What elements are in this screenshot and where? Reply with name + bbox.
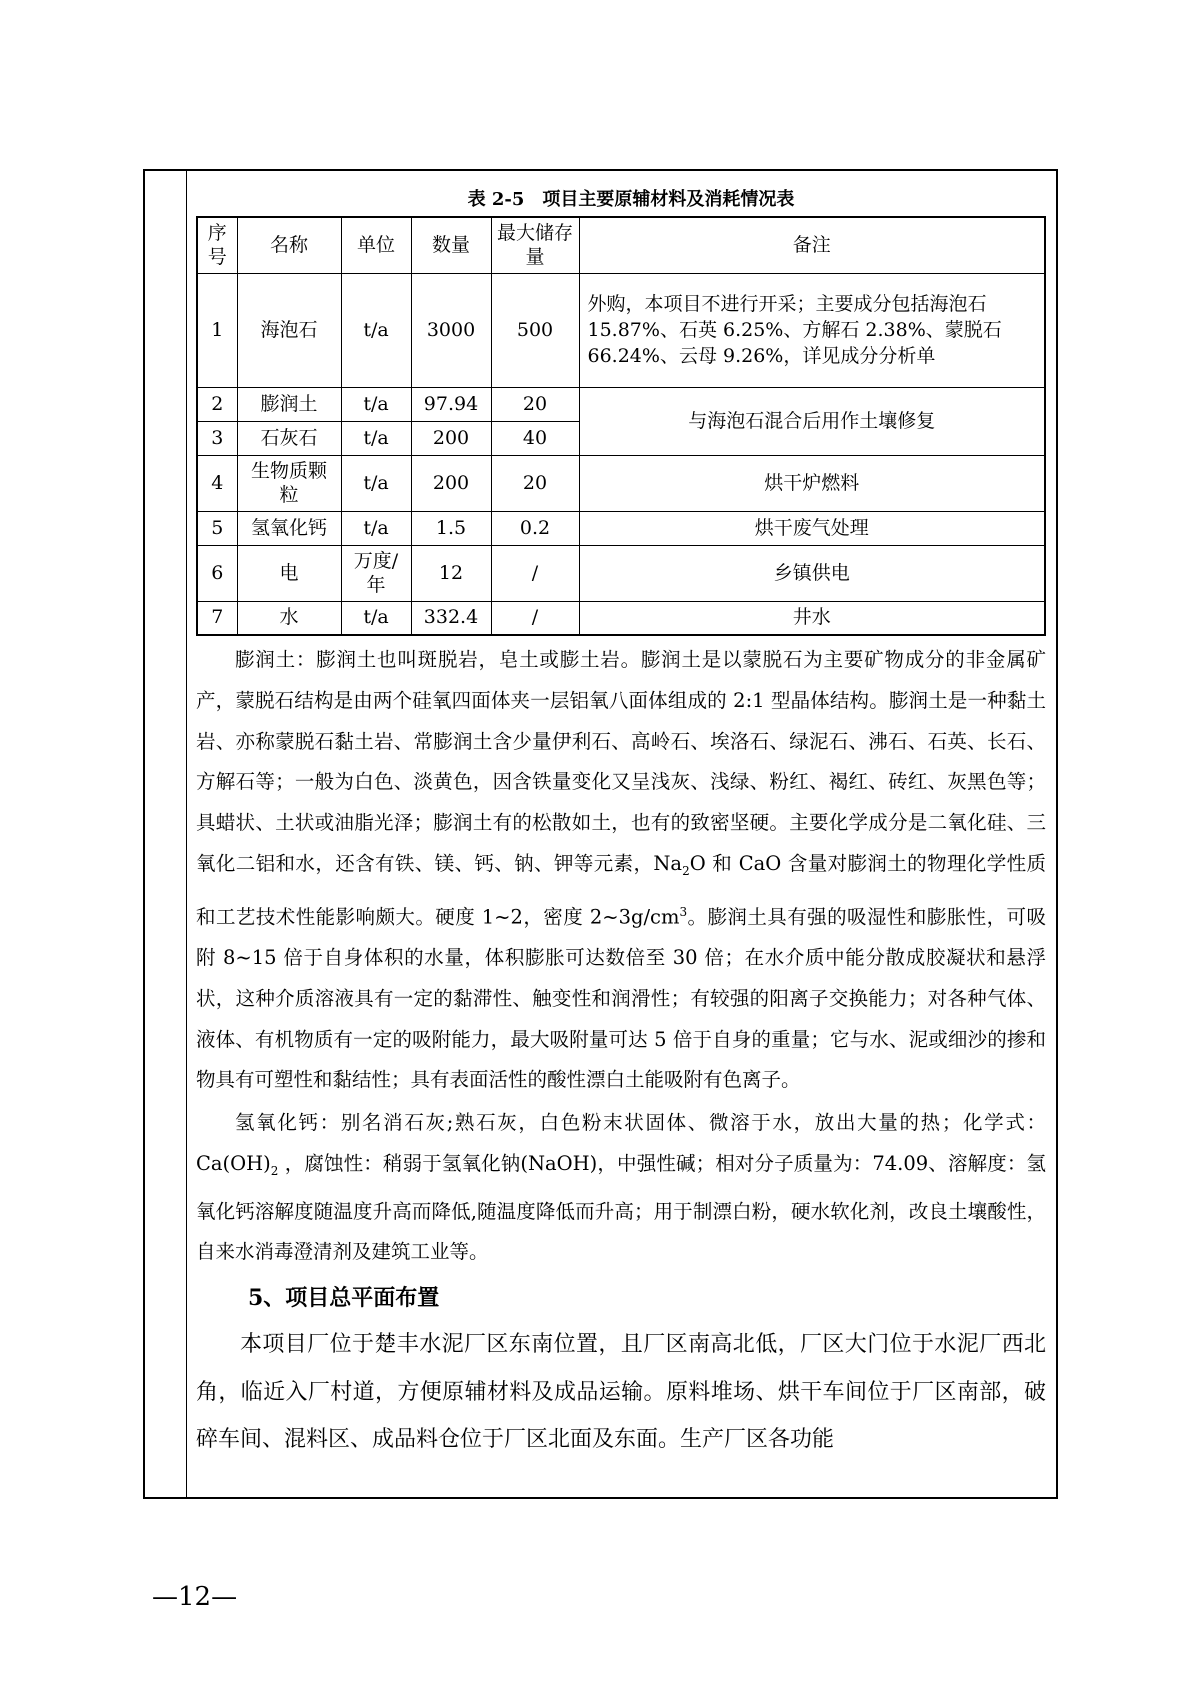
bentonite-paragraph: 膨润土：膨润土也叫斑脱岩，皂土或膨土岩。膨润土是以蒙脱石为主要矿物成分的非金属矿产，蒙脱石结构是由两个硅氧四面体夹一层铝氧八面体组成的 2:1 型晶体结构。膨润土是一种黏土岩、亦称蒙脱石黏土岩、常膨润土含少量伊利石、高岭石、埃洛石、绿泥石、沸石、石英、长石、方解石等；一般为白色、淡黄色，因含铁量变化又呈浅灰、浅绿、粉红、褐红、砖红、灰黑色等；具蜡状、土状或油脂光泽；膨润土有的松散如土，也有的致密坚硬。主要化学成分是二氧化硅、三氧化二铝和水，还含有铁、镁、钙、钠、钾等元素，$Na_2O$ 和 CaO 含量对膨润土的物理化学性质和工艺技术性能影响颇大。硬度 1~2，密度 $2\sim 3g/cm^3$。膨润土具有强的吸湿性和膨胀性，可吸附 8~15 倍于自身体积的水量，体积膨胀可达数倍至 30 倍；在水介质中能分散成胶凝状和悬浮状，这种介质溶液具有一定的黏滞性、触变性和润滑性；有较强的阳离子交换能力；对各种气体、液体、有机物质有一定的吸附能力，最大吸附量可达 5 倍于自身的重量；它与水、泥或细沙的掺和物具有可塑性和黏结性；具有表面活性的酸性漂白土能吸附有色离子。 — [196, 648, 1046, 1092]
header-note: 备注 — [579, 217, 1045, 273]
cell-qty: 3000 — [411, 273, 491, 387]
cell-name: 海泡石 — [237, 273, 341, 387]
cell-no: 7 — [197, 601, 237, 635]
cell-unit: t/a — [341, 421, 411, 455]
cell-note: 烘干废气处理 — [579, 511, 1045, 545]
table-header-row — [197, 217, 1045, 273]
table-row — [197, 455, 1045, 511]
page-content — [196, 186, 1046, 1464]
cell-qty: 200 — [411, 421, 491, 455]
cell-name: 水 — [237, 601, 341, 635]
calcium-hydroxide-paragraph: 氢氧化钙：别名消石灰;熟石灰，白色粉末状固体、微溶于水，放出大量的热；化学式：$Ca(OH)_2$ ，腐蚀性：稍弱于氢氧化钠(NaOH)，中强性碱；相对分子质量为：74.09、溶解度：氢氧化钙溶解度随温度升高而降低,随温度降低而升高；用于制漂白粉，硬水软化剂，改良土壤酸性，自来水消毒澄清剂及建筑工业等。 — [196, 1111, 1046, 1264]
cell-qty: 200 — [411, 455, 491, 511]
cell-note: 乡镇供电 — [579, 545, 1045, 601]
cell-no: 3 — [197, 421, 237, 455]
cell-no: 2 — [197, 387, 237, 421]
cell-no: 5 — [197, 511, 237, 545]
cell-no: 1 — [197, 273, 237, 387]
cell-qty: 12 — [411, 545, 491, 601]
cell-max: / — [491, 601, 579, 635]
cell-name: 电 — [237, 545, 341, 601]
cell-name: 氢氧化钙 — [237, 511, 341, 545]
cell-max: 40 — [491, 421, 579, 455]
cell-max: 500 — [491, 273, 579, 387]
header-qty: 数量 — [411, 217, 491, 273]
header-no: 序号 — [197, 217, 237, 273]
header-name: 名称 — [237, 217, 341, 273]
cell-max: 20 — [491, 387, 579, 421]
frame-divider — [186, 169, 187, 1499]
cell-name: 生物质颗粒 — [237, 455, 341, 511]
cell-unit: t/a — [341, 601, 411, 635]
cell-unit: t/a — [341, 387, 411, 421]
header-unit: 单位 — [341, 217, 411, 273]
cell-note: 外购，本项目不进行开采；主要成分包括海泡石 15.87%、石英 6.25%、方解石 2.38%、蒙脱石 66.24%、云母 9.26%，详见成分分析单 — [579, 273, 1045, 387]
cell-unit: t/a — [341, 455, 411, 511]
cell-name: 石灰石 — [237, 421, 341, 455]
cell-note-merged: 与海泡石混合后用作土壤修复 — [579, 387, 1045, 455]
cell-qty: 332.4 — [411, 601, 491, 635]
cell-unit: t/a — [341, 511, 411, 545]
cell-qty: 1.5 — [411, 511, 491, 545]
cell-max: 0.2 — [491, 511, 579, 545]
section-paragraph: 本项目厂位于楚丰水泥厂区东南位置，且厂区南高北低，厂区大门位于水泥厂西北角，临近入厂村道，方便原辅材料及成品运输。原料堆场、烘干车间位于厂区南部，破碎车间、混料区、成品料仓位于厂区北面及东面。生产厂区各功能 — [196, 1332, 1046, 1453]
cell-unit: 万度/年 — [341, 545, 411, 601]
table-row — [197, 601, 1045, 635]
cell-no: 4 — [197, 455, 237, 511]
header-max: 最大储存量 — [491, 217, 579, 273]
table-title: 表 2-5 项目主要原辅材料及消耗情况表 — [467, 189, 795, 210]
table-row — [197, 273, 1045, 387]
cell-name: 膨润土 — [237, 387, 341, 421]
table-row — [197, 387, 1045, 421]
cell-no: 6 — [197, 545, 237, 601]
section-heading: 5、项目总平面布置 — [248, 1285, 440, 1312]
cell-qty: 97.94 — [411, 387, 491, 421]
cell-max: 20 — [491, 455, 579, 511]
table-row — [197, 511, 1045, 545]
table-row — [197, 545, 1045, 601]
materials-table — [196, 216, 1046, 636]
page-number: —12— — [152, 1582, 238, 1612]
cell-note: 井水 — [579, 601, 1045, 635]
cell-note: 烘干炉燃料 — [579, 455, 1045, 511]
cell-max: / — [491, 545, 579, 601]
cell-unit: t/a — [341, 273, 411, 387]
